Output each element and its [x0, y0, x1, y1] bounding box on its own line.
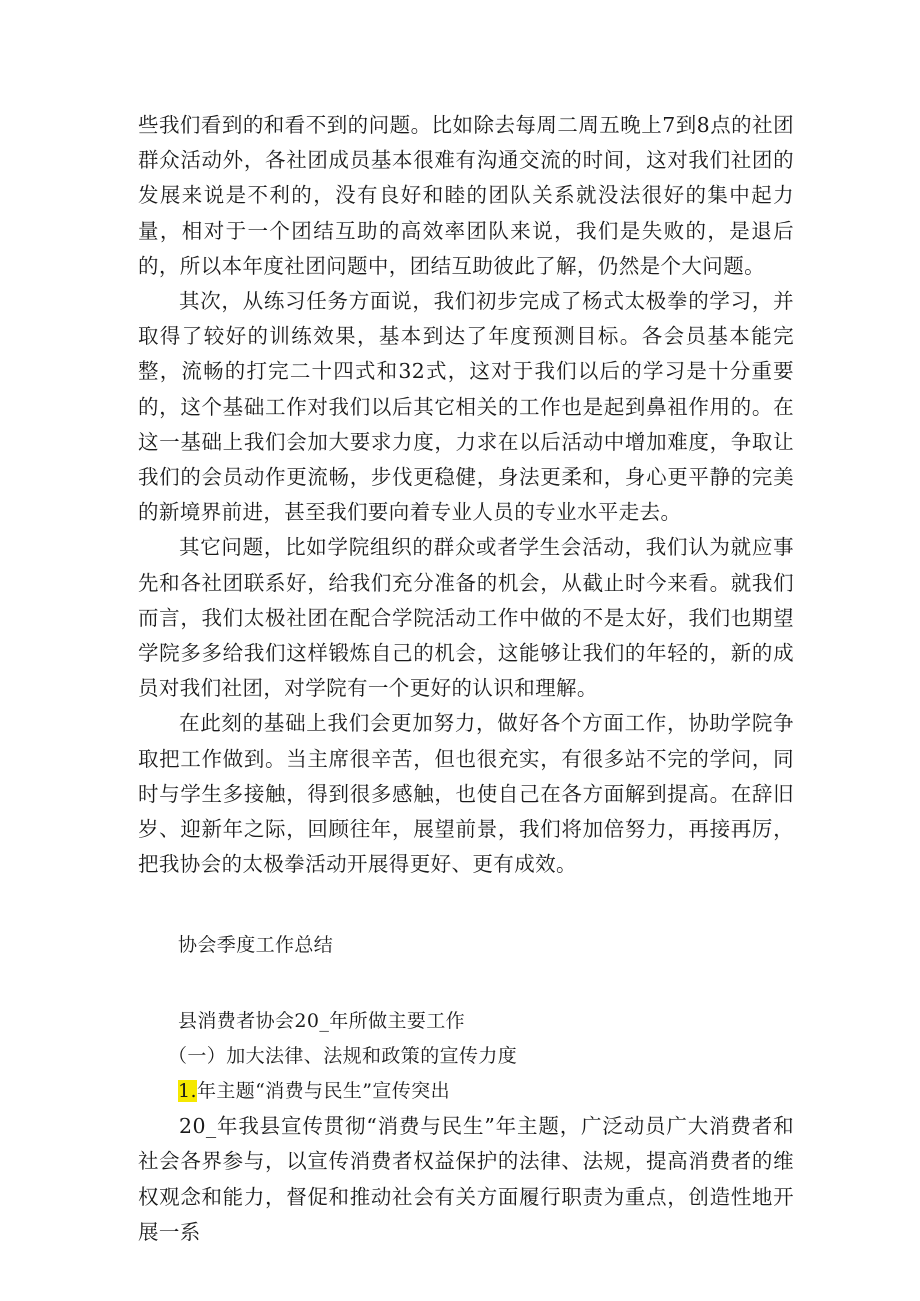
- paragraph-1: 些我们看到的和看不到的问题。比如除去每周二周五晚上7到8点的社团群众活动外，各社团成员基本很难有沟通交流的时间，这对我们社团的发展来说是不利的，没有良好和睦的团队关系就没法很好的集中起力量，相对于一个团结互助的高效率团队来说，我们是失败的，是退后的，所以本年度社团问题中，团结互助彼此了解，仍然是个大问题。: [138, 113, 794, 278]
- paragraph-2: 其次，从练习任务方面说，我们初步完成了杨式太极拳的学习，并取得了较好的训练效果，基本到达了年度预测目标。各会员基本能完整，流畅的打完二十四式和32式，这对于我们以后的学习是十分重要的，这个基础工作对我们以后其它相关的工作也是起到鼻祖作用的。在这一基础上我们会加大要求力度，力求在以后活动中增加难度，争取让我们的会员动作更流畅，步伐更稳健，身法更柔和，身心更平静的完美的新境界前进，甚至我们要向着专业人员的专业水平走去。: [138, 289, 794, 525]
- paragraph-3: 其它问题，比如学院组织的群众或者学生会活动，我们认为就应事先和各社团联系好，给我们充分准备的机会，从截止时今来看。就我们而言，我们太极社团在配合学院活动工作中做的不是太好，我们也期望学院多多给我们这样锻炼自己的机会，这能够让我们的年轻的，新的成员对我们社团，对学院有一个更好的认识和理解。: [138, 535, 794, 701]
- item-number: 1.: [178, 1080, 197, 1103]
- section-title: 协会季度工作总结: [178, 934, 334, 957]
- item-title: 年主题“消费与民生”宣传突出: [196, 1080, 450, 1103]
- document-body: [138, 108, 794, 1250]
- subsection-heading: （一）加大法律、法规和政策的宣传力度: [168, 1044, 518, 1067]
- report-title: 县消费者协会20_年所做主要工作: [178, 1009, 466, 1032]
- numbered-item: [138, 1074, 794, 1109]
- paragraph-4: 在此刻的基础上我们会更加努力，做好各个方面工作，协助学院争取把工作做到。当主席很辛苦，但也很充实，有很多站不完的学问，同时与学生多接触，得到很多感触，也使自己在各方面解到提高。在辞旧岁、迎新年之际，回顾往年，展望前景，我们将加倍努力，再接再厉，把我协会的太极拳活动开展得更好、更有成效。: [138, 711, 794, 877]
- final-paragraph: 20_年我县宣传贯彻“消费与民生”年主题，广泛动员广大消费者和社会各界参与，以宣传消费者权益保护的法律、法规，提高消费者的维权观念和能力，督促和推动社会有关方面履行职责为重点，创造性地开展一系: [138, 1114, 794, 1244]
